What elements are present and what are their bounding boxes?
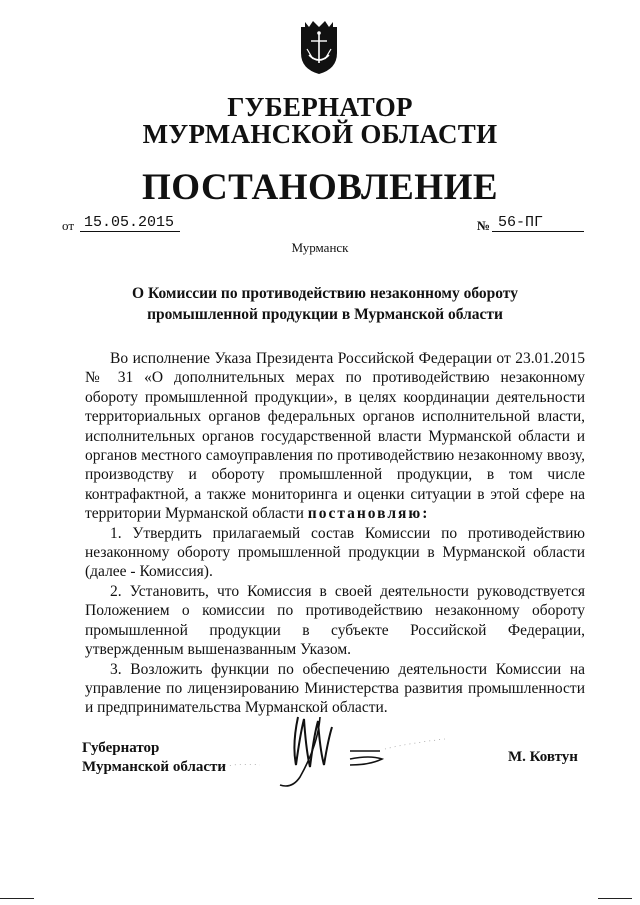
page-bottom-rule-left [0,898,34,899]
signatory-title-line2: Мурманской области [82,759,227,775]
item-1: 1. Утвердить прилагаемый состав Комиссии по противодействию незаконному обороту промышленной продукции в Мурманской области (далее - Комиссия). [85,524,585,581]
signatory-title-line1: Губернатор [82,740,160,756]
document-type: ПОСТАНОВЛЕНИЕ [141,167,499,208]
item-2: 2. Установить, что Комиссия в своей деятельности руководствуется Положением о комиссии по противодействию незаконному обороту промышленной продукции в субъекте Российской Федерации, утвержденным вышеназванным Указом. [85,582,585,659]
item-3: 3. Возложить функции по обеспечению деятельности Комиссии на управление по лицензированию Министерства развития промышленности и предпринимательства Мурманской области. [85,660,585,717]
number-prefix: № [477,218,491,233]
document-number: 56-ПГ [492,214,584,232]
murmansk-coat-of-arms-icon [297,19,341,75]
handwritten-signature-icon [200,705,460,795]
document-date: 15.05.2015 [80,214,180,232]
signatory-name: М. Ковтун [508,749,578,765]
date-prefix: от [62,218,75,233]
decree-word: постановляю: [307,505,430,523]
preamble-text: Во исполнение Указа Президента Российской Федерации от 23.01.2015 № 31 «О дополнительных мерах по противодействию незаконному обороту промышленной продукции», в целях координации деятельности территориальных органов федеральных органов исполнительной власти, исполнительных органов государственной власти Мурманской области и органов местного самоуправления по противодействию незаконному ввозу, производству и обороту промышленной продукции, в том числе контрафактной, а также мониторинга и оценки ситуации в этой сфере на территории Мурманской области [85,350,585,523]
preamble-paragraph [85,349,585,524]
page-bottom-rule-right [598,898,632,899]
org-title-line1: ГУБЕРНАТОР [227,92,413,122]
subject-line2: промышленной продукции в Мурманской области [147,306,503,323]
subject-line1: О Комиссии по противодействию незаконному обороту [132,285,518,302]
document-body [85,349,585,718]
document-subject [100,283,550,325]
org-title-line2: МУРМАНСКОЙ ОБЛАСТИ [142,119,498,149]
city: Мурманск [291,240,349,255]
